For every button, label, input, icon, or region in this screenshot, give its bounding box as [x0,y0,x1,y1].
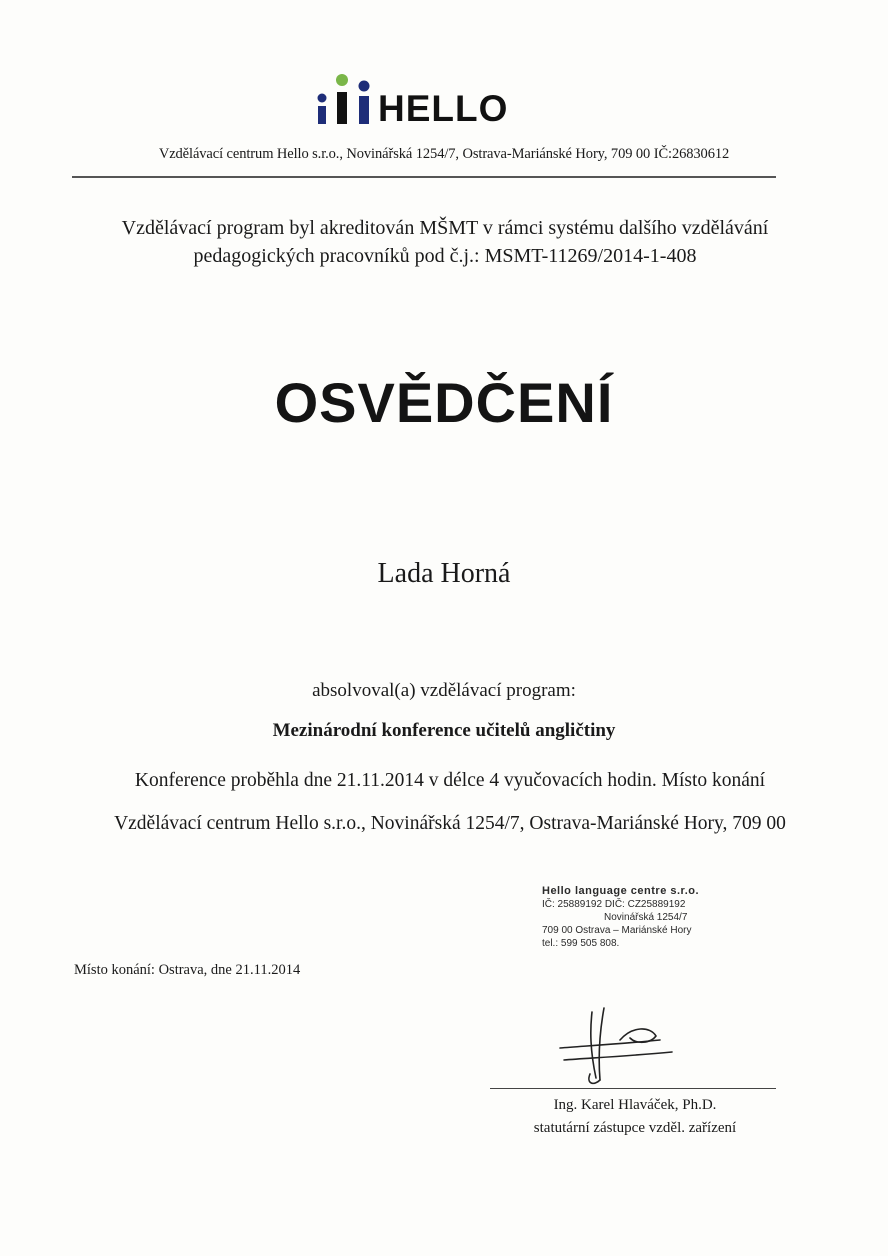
accreditation-line-2: pedagogických pracovníků pod č.j.: MSMT-11269/2014-1-408 [193,245,697,267]
details-line-1: Konference proběhla dne 21.11.2014 v délce 4 vyučovacích hodin. Místo konání [134,770,766,791]
stamp-street: Novinářská 1254/7 [604,912,688,923]
details-line-2: Vzdělávací centrum Hello s.r.o., Novinářská 1254/7, Ostrava-Mariánské Hory, 709 00 [114,813,786,834]
recipient-name: Lada Horná [377,558,511,589]
hello-logo-mark-icon [312,68,382,130]
accreditation-statement [60,214,830,270]
signer-block [490,1094,780,1140]
hello-logo [312,68,532,130]
stamp-phone: tel.: 599 505 808. [542,938,620,949]
absolved-text: absolvoval(a) vzdělávací program: [312,680,576,701]
signature-line [490,1088,776,1089]
stamp-ids: IČ: 25889192 DIČ: CZ25889192 [542,899,686,910]
signer-role: statutární zástupce vzděl. zařízení [533,1120,737,1136]
company-stamp [542,885,762,950]
signer-name: Ing. Karel Hlaváček, Ph.D. [553,1097,717,1113]
stamp-city: 709 00 Ostrava – Mariánské Hory [542,925,692,936]
header-divider [72,176,776,178]
handwritten-signature-icon [540,1000,690,1090]
place-and-date: Místo konání: Ostrava, dne 21.11.2014 [74,962,301,978]
program-name: Mezinárodní konference učitelů angličtiny [272,720,616,741]
certificate-title: OSVĚDČENÍ [274,371,614,434]
stamp-company-name: Hello language centre s.r.o. [542,885,700,897]
logo-wordmark: HELLO [378,88,509,129]
company-address-line: Vzdělávací centrum Hello s.r.o., Novinářská 1254/7, Ostrava-Mariánské Hory, 709 00 IČ:26830612 [158,146,730,162]
accreditation-line-1: Vzdělávací program byl akreditován MŠMT v rámci systému dalšího vzdělávání [121,217,769,239]
